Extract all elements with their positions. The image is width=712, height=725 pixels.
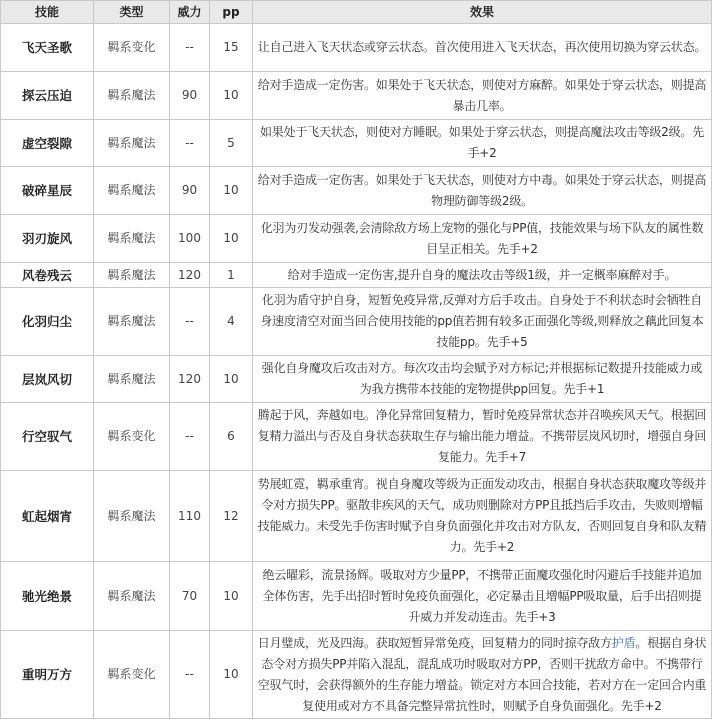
skill-effect: 给对手造成一定伤害。如果处于飞天状态，则使对方麻醉。如果处于穿云状态，则提高暴击几率。 [253, 72, 712, 120]
skill-effect: 让自己进入飞天状态或穿云状态。首次使用进入飞天状态，再次使用切换为穿云状态。 [253, 24, 712, 72]
table-row [1, 120, 712, 167]
skill-type: 羁系魔法 [94, 120, 170, 167]
skill-power: 120 [170, 356, 210, 403]
skill-pp: 10 [210, 72, 253, 120]
skill-type: 羁系变化 [94, 24, 170, 72]
header-pp: pp [210, 1, 253, 24]
header-type: 类型 [94, 1, 170, 24]
skill-name: 重明万方 [1, 631, 94, 719]
skill-name: 驰光绝景 [1, 562, 94, 631]
skill-effect: 化羽为刃发动强袭,会清除敌方场上宠物的强化与PP值，技能效果与场下队友的属性数目呈正相关。先手+2 [253, 215, 712, 263]
skill-effect: 势展虹霓，羁承重宵。视自身魔攻等级为正面发动攻击，根据自身状态获取魔攻等级并令对方损失PP。驱散非疾风的天气，成功则删除对方PP且抵挡后手攻击，失败则增幅技能威力。未受先手伤害时赋予自身负面强化并攻击对方队友，否则回复自身和队友精力。先手+2 [253, 471, 712, 562]
skill-power: -- [170, 24, 210, 72]
skill-power: 110 [170, 471, 210, 562]
effect-text-pre: 日月璧成，光及四海。获取短暂异常免疫，回复精力的同时掠夺敌方 [257, 635, 612, 650]
skill-effect: 腾起于风，奔越如电。净化异常回复精力，暂时免疫异常状态并召唤疾风天气。根据回复精力溢出与否及自身状态获取生存与输出能力增益。不携带层岚风切时，增强自身回复能力。先手+7 [253, 403, 712, 471]
skill-type: 羁系变化 [94, 403, 170, 471]
effect-text-post: 。根据自身状态令对方损失PP并陷入混乱，混乱成功时吸取对方PP，否则干扰敌方命中。不携带行空驭气时，会获得额外的生存能力增益。锁定对方本回合技能，若对方在一定回合内重复使用或对方不具备完整异常抗性时，则赋予自身负面强化。先手+2 [257, 635, 707, 713]
skill-effect [253, 631, 712, 719]
skill-pp: 4 [210, 288, 253, 356]
skill-pp: 10 [210, 167, 253, 215]
skill-effect: 绝云曜彩，流景扬辉。吸取对方少量PP，不携带正面魔攻强化时闪避后手技能并追加全体伤害，先手出招时暂时免疫负面强化，必定暴击且增幅PP吸取量，后手出招则提升威力并发动连击。先手+3 [253, 562, 712, 631]
table-row [1, 72, 712, 120]
skill-effect: 给对手造成一定伤害,提升自身的魔法攻击等级1级，并一定概率麻醉对手。 [253, 263, 712, 288]
skill-name: 破碎星辰 [1, 167, 94, 215]
skill-power: -- [170, 631, 210, 719]
skill-type: 羁系变化 [94, 631, 170, 719]
shield-link[interactable]: 护盾 [611, 635, 636, 650]
skill-name: 探云压迫 [1, 72, 94, 120]
skill-name: 化羽归尘 [1, 288, 94, 356]
skill-name: 羽刃旋风 [1, 215, 94, 263]
header-skill: 技能 [1, 1, 94, 24]
table-row [1, 263, 712, 288]
skill-pp: 12 [210, 471, 253, 562]
table-row [1, 167, 712, 215]
skill-power: 120 [170, 263, 210, 288]
skill-type: 羁系魔法 [94, 562, 170, 631]
skill-pp: 10 [210, 631, 253, 719]
skill-power: -- [170, 403, 210, 471]
skill-type: 羁系魔法 [94, 288, 170, 356]
table-row [1, 631, 712, 719]
skill-effect: 如果处于飞天状态，则使对方睡眠。如果处于穿云状态，则提高魔法攻击等级2级。先手+2 [253, 120, 712, 167]
table-row [1, 471, 712, 562]
skill-pp: 10 [210, 215, 253, 263]
skill-type: 羁系魔法 [94, 72, 170, 120]
skill-name: 风卷残云 [1, 263, 94, 288]
skill-pp: 15 [210, 24, 253, 72]
header-row [1, 1, 712, 24]
skill-type: 羁系魔法 [94, 167, 170, 215]
header-power: 威力 [170, 1, 210, 24]
skill-name: 飞天圣歌 [1, 24, 94, 72]
skill-pp: 10 [210, 562, 253, 631]
table-row [1, 24, 712, 72]
skill-type: 羁系魔法 [94, 356, 170, 403]
skill-power: -- [170, 120, 210, 167]
header-effect: 效果 [253, 1, 712, 24]
skill-type: 羁系魔法 [94, 215, 170, 263]
table-row [1, 356, 712, 403]
skill-name: 虹起烟宵 [1, 471, 94, 562]
skill-pp: 6 [210, 403, 253, 471]
skill-power: 90 [170, 167, 210, 215]
skill-power: 100 [170, 215, 210, 263]
skill-power: 70 [170, 562, 210, 631]
skill-pp: 5 [210, 120, 253, 167]
skill-effect: 强化自身魔攻后攻击对方。每次攻击均会赋予对方标记;并根据标记数提升技能威力或为我方携带本技能的宠物提供pp回复。先手+1 [253, 356, 712, 403]
table-row [1, 562, 712, 631]
skill-power: 90 [170, 72, 210, 120]
table-row [1, 403, 712, 471]
skill-pp: 10 [210, 356, 253, 403]
skill-pp: 1 [210, 263, 253, 288]
skill-effect: 化羽为盾守护自身，短暂免疫异常,反弹对方后手攻击。自身处于不利状态时会牺牲自身速度清空对面当回合使用技能的pp值若拥有较多正面强化等级,则释放之藕此回复本技能pp。先手+5 [253, 288, 712, 356]
table-row [1, 288, 712, 356]
skill-power: -- [170, 288, 210, 356]
skill-type: 羁系魔法 [94, 263, 170, 288]
skill-effect: 给对手造成一定伤害。如果处于飞天状态，则使对方中毒。如果处于穿云状态，则提高物理防御等级2级。 [253, 167, 712, 215]
skill-name: 层岚风切 [1, 356, 94, 403]
table-row [1, 215, 712, 263]
skill-type: 羁系魔法 [94, 471, 170, 562]
skill-name: 行空驭气 [1, 403, 94, 471]
skill-name: 虚空裂隙 [1, 120, 94, 167]
